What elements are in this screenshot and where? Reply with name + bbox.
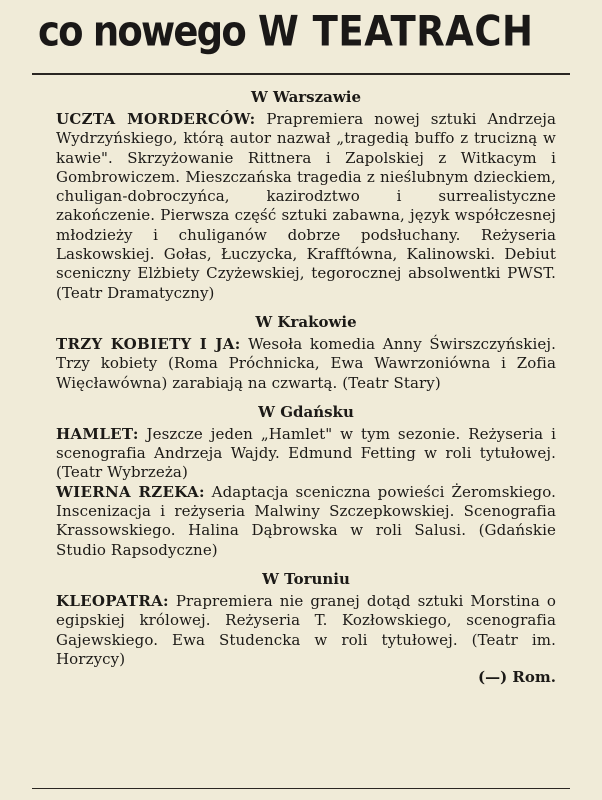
entry-heading: KLEOPATRA: — [56, 591, 169, 610]
entry-kleopatra — [56, 592, 556, 669]
entry-wierna-rzeka — [56, 483, 556, 560]
entry-text: Prapremiera nie granej dotąd sztuki Morstina o egipskiej królowej. Reżyseria T. Kozłowskiego, scenografia Gajewskiego. Ewa Studencka w roli tytułowej. (Teatr im. Horzycy) — [56, 591, 556, 668]
entry-heading: TRZY KOBIETY I JA: — [56, 334, 241, 353]
title-rule — [32, 73, 570, 75]
entry-heading: WIERNA RZEKA: — [56, 482, 205, 501]
entry-trzy-kobiety — [56, 335, 556, 393]
bottom-rule — [32, 788, 570, 789]
article-title — [38, 7, 534, 72]
city-heading-krakow: W Krakowie — [255, 312, 357, 331]
city-heading-torun: W Toruniu — [262, 569, 350, 588]
article-body — [56, 80, 556, 687]
entry-text: Adaptacja sceniczna powieści Żeromskiego. Inscenizacja i reżyseria Malwiny Szczepkowskiej. Scenografia Krassowskiego. Halina Dąbrowska w roli Salusi. (Gdańskie Studio Rapsodyczne) — [56, 482, 556, 559]
entry-heading: UCZTA MORDERCÓW: — [56, 110, 256, 128]
entry-heading: HAMLET: — [56, 424, 139, 443]
title-large: W TEATRACH — [257, 7, 534, 56]
entry-text: Wesoła komedia Anny Świrszczyńskiej. Trzy kobiety (Roma Próchnicka, Ewa Wawrzoniówna i Zofia Więcławówna) zarabiają na czwartą. (Teatr Stary) — [56, 334, 556, 392]
entry-uczta-mordercow — [56, 110, 556, 303]
entry-hamlet — [56, 425, 556, 483]
city-heading-warszawa: W Warszawie — [250, 88, 362, 106]
entry-text: Prapremiera nowej sztuki Andrzeja Wydrzyńskiego, którą autor nazwał „tragedią buffo z trucizną w kawie". Skrzyżowanie Rittnera i Zapolskiej z Witkacym i Gombrowiczem. Mieszczańska tragedia z nieślubnym dzieckiem, chuligan-dobroczyńca, kazirodztwo i surrealistyczne zakończenie. Pierwsza część sztuki zabawna, język współczesnej młodzieży i chuliganów dobrze podsłuchany. Reżyseria Laskowskiej. Gołas, Łuczycka, Krafftówna, Kalinowski. Debiut sceniczny Elżbiety Czyżewskiej, tegorocznej absolwentki PWST. (Teatr Dramatyczny) — [56, 110, 556, 302]
title-small: co nowego — [38, 7, 245, 56]
city-heading-gdansk: W Gdańsku — [258, 402, 354, 421]
author-signature: (—) Rom. — [478, 668, 556, 687]
entry-text: Jeszcze jeden „Hamlet" w tym sezonie. Reżyseria i scenografia Andrzeja Wajdy. Edmund Fetting w roli tytułowej. (Teatr Wybrzeża) — [56, 424, 556, 482]
